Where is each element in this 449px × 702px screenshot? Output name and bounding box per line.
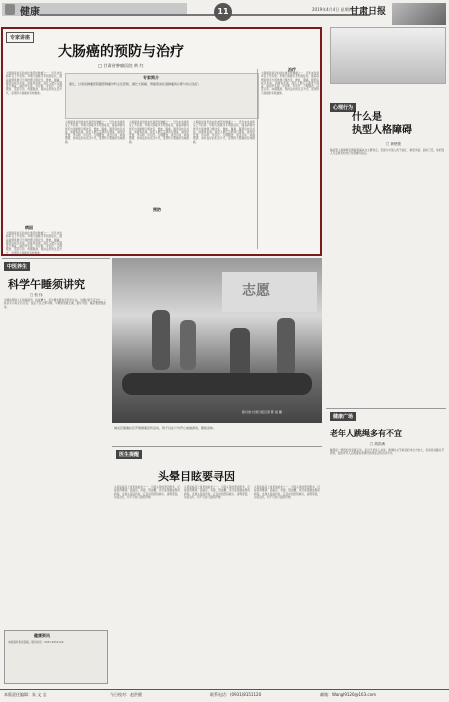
- news-photo: [112, 258, 322, 423]
- info-box-title: 健康资讯: [34, 633, 50, 638]
- divider-main-left: [2, 258, 110, 259]
- child-figure: [277, 318, 295, 376]
- psych-title: 什么是 执型人格障碍: [352, 112, 412, 136]
- main-col-2: 大肠癌是常见的消化道恶性肿瘤之一，近年来发病率呈上升趋势。早期大肠癌多无明显症状，随着病情进展可出现排便习惯改变、便血、腹痛、腹部包块及贫血、消瘦等表现。高危人群应定期进行筛查，做到早发现、早诊断、早治疗。合理膳食、适量运动、戒烟限酒、保持良好的生活方式，是预防大肠癌的有效措施。: [65, 121, 125, 144]
- rope-body: 跳绳是一项很好的有氧运动，但对于老年人来说，跳绳时关节承受的冲击力较大，容易造成膝关节损伤，因此老年人应根据自身情况选择适合的运动方式。: [330, 449, 444, 456]
- main-col-1b: 大肠癌是常见的消化道恶性肿瘤之一，近年来发病率呈上升趋势。早期大肠癌多无明显症状，随着病情进展可出现排便习惯改变、便血、腹痛、腹部包块及贫血、消瘦等表现。高危人群应定期进行筛查，做到早发现、早诊断、早治疗。合理膳食、适量运动、戒烟限酒、保持良好的生活方式，是预防大肠癌的有效措施。: [6, 232, 62, 255]
- psych-body: 偏执型人格障碍以猜疑和偏执为主要特点，表现为对他人的不信任、敏感多疑、固执己见，常把别人无意或友好的行为误解为敌意。: [330, 149, 444, 156]
- dizzy-col-2: 头晕是临床上常见的症状之一，引起头晕的原因很多，可能是颈椎病、高血压、贫血、低血糖，也可能是脑血管疾病等。出现头晕症状时，应及时到医院就诊，查明原因，对症治疗，切不可自行滥用药物。: [184, 486, 250, 499]
- intro-text: 黄红，甘肃省肿瘤医院腹部肿瘤外科主任医师，擅长大肠癌、胃癌等消化道肿瘤的诊断与综合治疗。: [69, 82, 202, 86]
- col-divider: [257, 69, 258, 249]
- divider-photo-bottom: [112, 446, 322, 447]
- main-byline: □ 甘肃省肿瘤医院 黄 红: [98, 63, 144, 68]
- footer-proof: 今日校对：赵洪健: [110, 692, 142, 697]
- header-banner-image: [392, 3, 446, 25]
- photo-banner-text: 志愿: [242, 283, 270, 299]
- right-column: [326, 27, 448, 407]
- column-tag: 专家讲座: [6, 32, 34, 43]
- divider-right: [326, 408, 446, 409]
- dizzy-title: 头晕目眩要寻因: [158, 470, 235, 483]
- intro-heading: 专家简介: [143, 75, 159, 80]
- rope-title: 老年人跳绳多有不宜: [330, 428, 402, 438]
- psych-byline: □ 黄楚骏: [386, 142, 401, 146]
- subhead-cause: 病因: [25, 225, 33, 230]
- square-tag: 健康广场: [330, 412, 356, 421]
- psych-tag: 心理行为: [330, 103, 356, 112]
- page-header: [0, 0, 449, 28]
- tire-obstacle: [122, 373, 312, 395]
- tcm-body: 午睡能帮助人们消除疲劳、恢复精力，但午睡也要讲究科学方法。午睡时间不宜过长，一般以半小时左右为宜；饭后不宜立即午睡；午睡姿势要正确，最好平卧；醒后要慢慢起身。: [4, 299, 106, 309]
- tcm-byline: □ 恒 伟: [30, 293, 43, 297]
- doctor-tag: 医生提醒: [116, 450, 142, 459]
- subhead-treat: 治疗: [288, 67, 296, 72]
- child-figure: [152, 310, 170, 370]
- section-emblem-icon: [5, 4, 15, 15]
- main-article-box: [1, 27, 322, 256]
- info-box-body: 本版稿件欢迎投稿，联系电话：0931-8151120: [8, 641, 64, 644]
- rope-byline: □ 胡洪满: [370, 442, 385, 446]
- masthead: 甘肃日报: [350, 7, 387, 17]
- date-line: 2019年4月4日 星期四: [312, 7, 353, 12]
- dizzy-col-1: 头晕是临床上常见的症状之一，引起头晕的原因很多，可能是颈椎病、高血压、贫血、低血糖，也可能是脑血管疾病等。出现头晕症状时，应及时到医院就诊，查明原因，对症治疗，切不可自行滥用药物。: [114, 486, 180, 499]
- cartoon-image: [330, 27, 446, 84]
- dizzy-col-3: 头晕是临床上常见的症状之一，引起头晕的原因很多，可能是颈椎病、高血压、贫血、低血糖，也可能是脑血管疾病等。出现头晕症状时，应及时到医院就诊，查明原因，对症治疗，切不可自行滥用药物。: [254, 486, 320, 499]
- tcm-title: 科学午睡须讲究: [8, 278, 85, 291]
- page-number: 11: [217, 7, 229, 16]
- tcm-tag: 中医养生: [4, 262, 30, 271]
- photo-caption: 城关区雁滩社区开展健康宣传活动，孩子们在户外开心地做游戏，锻炼身体。: [114, 426, 217, 430]
- photo-credit: 新甘肃·甘肃日报记者 陈 斌 摄: [242, 410, 282, 414]
- main-title: 大肠癌的预防与治疗: [58, 44, 184, 60]
- child-figure: [230, 328, 250, 378]
- main-lead: 大肠癌是常见的消化道恶性肿瘤之一，近年来发病率呈上升趋势。早期大肠癌多无明显症状，随着病情进展可出现排便习惯改变、便血、腹痛、腹部包块及贫血、消瘦等表现。高危人群应定期进行筛查，做到早发现、早诊断、早治疗。合理膳食、适量运动、戒烟限酒、保持良好的生活方式，是预防大肠癌的有效措施。: [6, 72, 62, 95]
- footer-rule: [0, 689, 449, 690]
- footer-editor: 本版责任编辑：朱 文 宝: [4, 692, 47, 697]
- footer-email: 邮箱：Wangl9120@163.com: [320, 692, 376, 697]
- section-title: 健康: [20, 7, 40, 18]
- footer-phone: 联系电话：(0931)8151120: [210, 692, 262, 697]
- main-col-4: 大肠癌是常见的消化道恶性肿瘤之一，近年来发病率呈上升趋势。早期大肠癌多无明显症状，随着病情进展可出现排便习惯改变、便血、腹痛、腹部包块及贫血、消瘦等表现。高危人群应定期进行筛查，做到早发现、早诊断、早治疗。合理膳食、适量运动、戒烟限酒、保持良好的生活方式，是预防大肠癌的有效措施。: [193, 121, 255, 144]
- main-col-5: 大肠癌是常见的消化道恶性肿瘤之一，近年来发病率呈上升趋势。早期大肠癌多无明显症状，随着病情进展可出现排便习惯改变、便血、腹痛、腹部包块及贫血、消瘦等表现。高危人群应定期进行筛查，做到早发现、早诊断、早治疗。合理膳食、适量运动、戒烟限酒、保持良好的生活方式，是预防大肠癌的有效措施。: [261, 72, 319, 95]
- child-figure: [180, 320, 196, 370]
- main-col-3: 大肠癌是常见的消化道恶性肿瘤之一，近年来发病率呈上升趋势。早期大肠癌多无明显症状，随着病情进展可出现排便习惯改变、便血、腹痛、腹部包块及贫血、消瘦等表现。高危人群应定期进行筛查，做到早发现、早诊断、早治疗。合理膳食、适量运动、戒烟限酒、保持良好的生活方式，是预防大肠癌的有效措施。: [129, 121, 189, 144]
- subhead-prevent: 预防: [153, 207, 161, 212]
- header-stripe: [40, 14, 370, 16]
